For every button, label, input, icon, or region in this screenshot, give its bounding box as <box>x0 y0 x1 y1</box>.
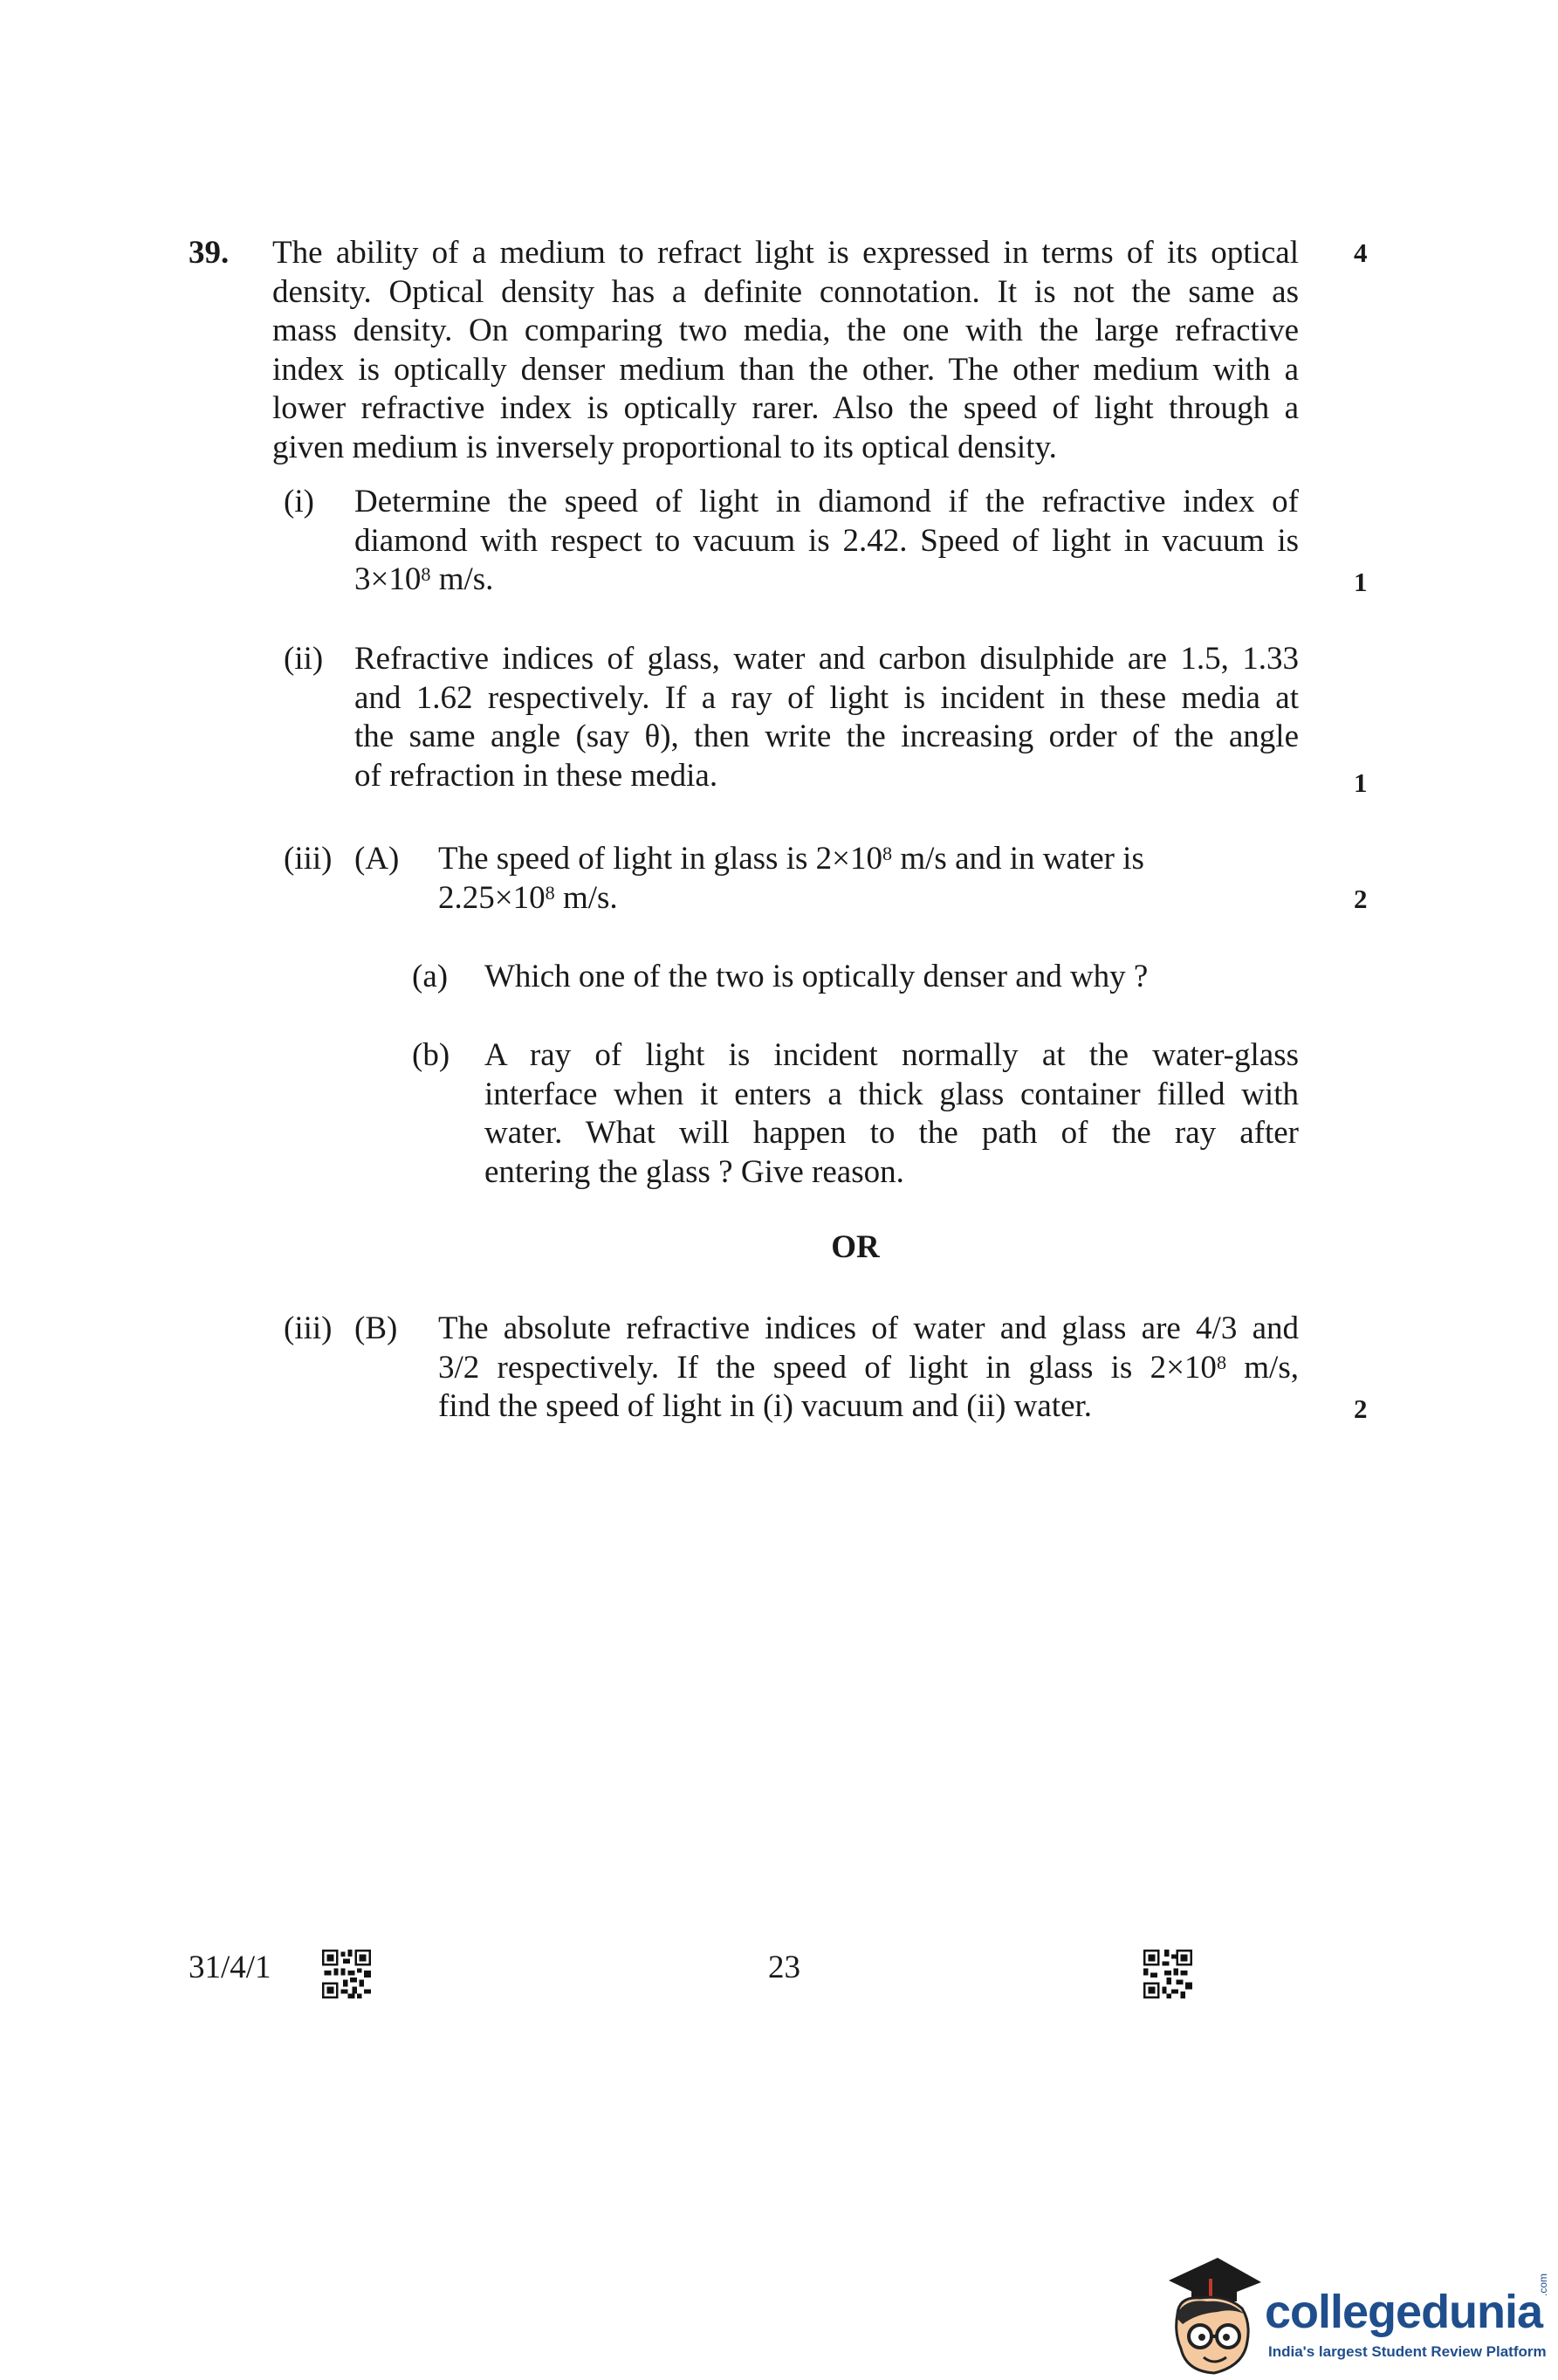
part-iiiA-b-line: entering the glass ? Give reason. <box>484 1153 904 1190</box>
line-text: m/s, <box>1226 1349 1299 1386</box>
part-iiiA-b-text <box>484 1036 1299 1192</box>
part-iiiA-text <box>438 840 1299 918</box>
part-iiiA-b-line: A ray of light is incident normally at the water-glass <box>484 1037 1299 1073</box>
stem-line: mass density. On comparing two media, the one with the large refractive <box>272 313 1299 348</box>
value-exponent: 8 <box>421 563 431 585</box>
line-text: m/s and in water is <box>892 841 1144 877</box>
part-iiiB-label: (iii) <box>284 1310 333 1346</box>
part-ii-line: and 1.62 respectively. If a ray of light is incident in these media at <box>354 679 1299 716</box>
part-ii-line: of refraction in these media. <box>354 757 718 794</box>
part-iiiB-line: The absolute refractive indices of water and glass are 4/3 and <box>438 1310 1299 1346</box>
logo-dotcom: .com <box>1537 2273 1549 2296</box>
part-i-label: (i) <box>284 484 314 519</box>
collegedunia-logo <box>1156 2253 1558 2380</box>
part-iiiA-a-text <box>484 958 1299 997</box>
question-stem <box>272 234 1299 467</box>
line-text: 3/2 respectively. If the speed of light in glass is 2×10 <box>438 1349 1217 1386</box>
part-i-marks: 1 <box>1354 567 1368 597</box>
qr-code-icon <box>322 1950 371 1998</box>
part-iiiA-line <box>438 879 1299 918</box>
page-number: 23 <box>768 1950 800 1985</box>
part-iiiA-b-line: interface when it enters a thick glass container filled with <box>484 1076 1299 1112</box>
logo-tagline: India's largest Student Review Platform <box>1268 2343 1547 2360</box>
stem-line: index is optically denser medium than the other. The other medium with a <box>272 351 1299 388</box>
part-iiiB-line <box>438 1349 1299 1388</box>
logo-wordmark: collegedunia <box>1265 2286 1543 2338</box>
part-iiiA-b-line: water. What will happen to the path of the ray after <box>484 1115 1299 1151</box>
part-iiiA-b-label: (b) <box>412 1037 450 1073</box>
part-iiiA-a-label: (a) <box>412 959 449 994</box>
value-exponent: 8 <box>882 843 893 864</box>
part-iiiA-marks: 2 <box>1354 884 1368 914</box>
qr-code-icon <box>1143 1950 1192 1998</box>
part-i-line: Determine the speed of light in diamond if the refractive index of <box>354 484 1299 519</box>
part-iiiB-line: find the speed of light in (i) vacuum and (ii) water. <box>438 1388 1093 1424</box>
part-iiiA-line <box>438 840 1299 879</box>
part-ii-line: the same angle (say θ), then write the increasing order of the angle <box>354 719 1299 754</box>
stem-line: given medium is inversely proportional to its optical density. <box>272 429 1057 465</box>
part-ii-line: Refractive indices of glass, water and carbon disulphide are 1.5, 1.33 <box>354 641 1299 677</box>
question-number: 39. <box>189 235 230 271</box>
stem-line: The ability of a medium to refract light is expressed in terms of its optical <box>272 235 1299 271</box>
value-base: 2.25×10 <box>438 879 546 916</box>
part-ii-label: (ii) <box>284 641 324 677</box>
stem-line: density. Optical density has a definite connotation. It is not the same as <box>272 273 1299 310</box>
paper-code: 31/4/1 <box>189 1950 271 1985</box>
part-iiiA-label: (iii) <box>284 841 333 877</box>
value-exponent: 8 <box>545 881 555 904</box>
value-base: 3×10 <box>354 561 422 597</box>
part-i-line <box>354 561 1299 600</box>
question-marks: 4 <box>1354 237 1368 268</box>
or-separator: OR <box>831 1229 880 1265</box>
part-iiiB-sub: (B) <box>354 1310 398 1346</box>
part-iiiB-marks: 2 <box>1354 1393 1368 1424</box>
value-exponent: 8 <box>1216 1351 1227 1373</box>
mascot-icon <box>1156 2253 1265 2380</box>
part-iiiA-a-line: Which one of the two is optically denser and why ? <box>484 959 1149 994</box>
part-ii-marks: 1 <box>1354 767 1368 798</box>
stem-line: lower refractive index is optically rarer. Also the speed of light through a <box>272 390 1299 426</box>
line-text: The speed of light in glass is 2×10 <box>438 841 883 877</box>
part-i-line: diamond with respect to vacuum is 2.42. Speed of light in vacuum is <box>354 522 1299 559</box>
value-unit: m/s. <box>430 561 494 597</box>
part-iiiA-sub: (A) <box>354 841 400 877</box>
value-unit: m/s. <box>554 879 618 916</box>
part-i-text <box>354 483 1299 600</box>
part-iiiB-text <box>438 1310 1299 1427</box>
part-ii-text <box>354 640 1299 795</box>
